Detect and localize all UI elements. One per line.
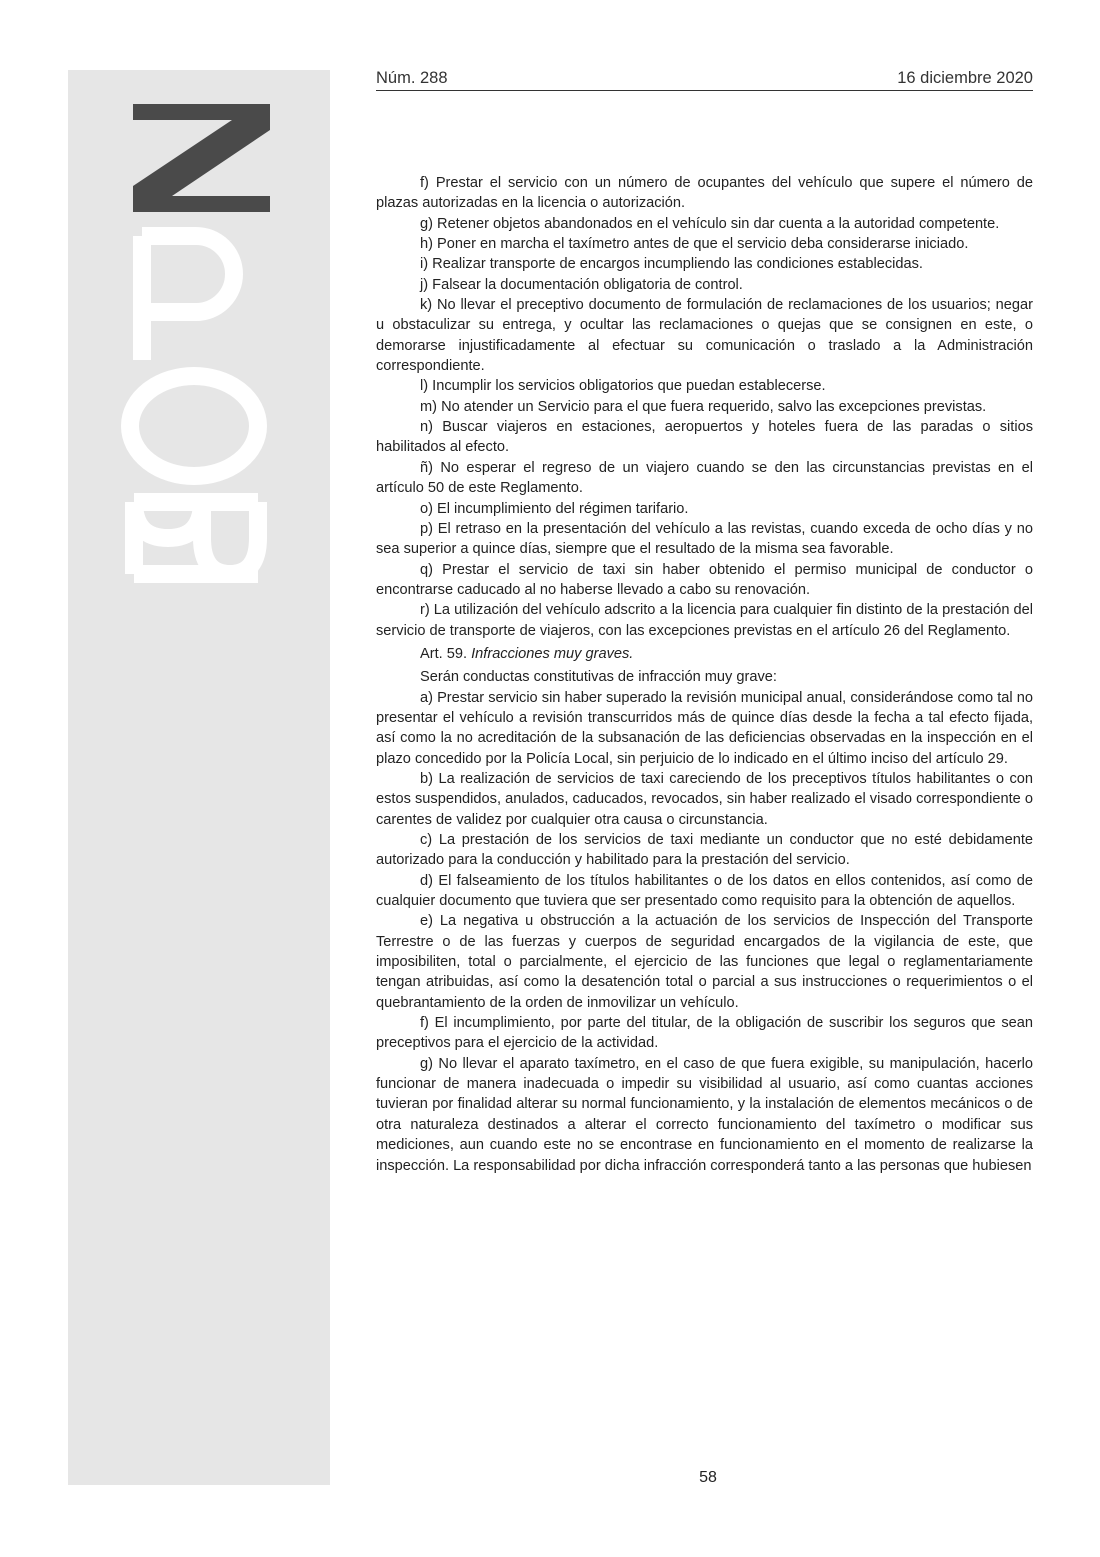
paragraph: o) El incumplimiento del régimen tarifario. [420,500,689,517]
paragraph: g) No llevar el aparato taxímetro, en el caso de que fuera exigible, su manipulación, hacerlo funcionar de manera inadecuada o impedir su visibilidad al usuario, así como cuantas acciones tuvieran por finalidad alterar su normal funcionamiento, y la instalación de elementos mecánicos o de otra naturaleza destinados a alterar el correcto funcionamiento del taxímetro o modificar sus mediciones, aun cuando este no se encontrase en funcionamiento en el momento de realizarse la inspección. La responsabilidad por dicha infracción corresponderá tanto a las personas que hubiesen [376,1055,1033,1174]
logo-letter-o [130,376,258,476]
article-title: Infracciones muy graves. [471,645,634,662]
document-body [376,173,1033,1176]
logo-letter-p [142,236,234,360]
paragraph: f) El incumplimiento, por parte del titular, de la obligación de suscribir los seguros que sean preceptivos para el ejercicio de la actividad. [376,1015,1033,1052]
paragraph: j) Falsear la documentación obligatoria de control. [420,276,743,293]
paragraph: i) Realizar transporte de encargos incumpliendo las condiciones establecidas. [420,256,923,273]
paragraph: d) El falseamiento de los títulos habilitantes o de los datos en ellos contenidos, así como de cualquier documento que tuviera que ser presentado como requisito para la obtención de aquellos. [376,872,1033,910]
paragraph: r) La utilización del vehículo adscrito a la licencia para cualquier fin distinto de la prestación del servicio de transporte de viajeros, con las excepciones previstas en el artículo 26 del Reglamento. [376,602,1033,639]
paragraph: l) Incumplir los servicios obligatorios que puedan establecerse. [420,378,826,395]
paragraph: g) Retener objetos abandonados en el vehículo sin dar cuenta a la autoridad competente. [420,215,1000,232]
page-header [376,68,1033,91]
bulletin-date: 16 diciembre 2020 [897,69,1033,87]
paragraph: ñ) No esperar el regreso de un viajero cuando se den las circunstancias previstas en el artículo 50 de este Reglamento. [376,459,1033,497]
paragraph: e) La negativa u obstrucción a la actuación de los servicios de Inspección del Transporte Terrestre o de las fuerzas y cuerpos de seguridad encargados de la vigilancia de este, que imposibiliten, total o parcialmente, el ejercicio de las funciones que legal o reglamentariamente tengan atribuidas, así como la desatención total o parcial a sus instrucciones o requerimientos o el quebrantamiento de la orden de inmovilizar un vehículo. [376,913,1033,1011]
article-heading [376,644,1033,664]
bulletin-number: Núm. 288 [376,69,448,87]
article-intro: Serán conductas constitutivas de infracción muy grave: [420,669,777,686]
article-number: Art. 59. [420,645,468,662]
paragraph: h) Poner en marcha el taxímetro antes de que el servicio deba considerarse iniciado. [420,236,969,253]
paragraph: c) La prestación de los servicios de taxi mediante un conductor que no esté debidamente autorizado para la conducción y habilitado para la prestación del servicio. [376,832,1033,869]
paragraph: m) No atender un Servicio para el que fuera requerido, salvo las excepciones previstas. [420,398,987,415]
paragraph: a) Prestar servicio sin haber superado la revisión municipal anual, considerándose como tal no presentar el vehículo a revisión transcurridos más de quince días desde la fecha a tal efecto fijada, así como la no acreditación de la subsanación de las deficiencias observadas en la inspección en el plazo concedido por la Policía Local, sin perjuicio de lo indicado en el último inciso del artículo 29. [376,689,1033,767]
paragraph: p) El retraso en la presentación del vehículo a las revistas, cuando exceda de ocho días y no sea superior a quince días, siempre que el resultado de la misma sea favorable. [376,520,1033,558]
paragraph: n) Buscar viajeros en estaciones, aeropuertos y hoteles fuera de las paradas o sitios habilitados al efecto. [376,419,1033,456]
paragraph: b) La realización de servicios de taxi careciendo de los preceptivos títulos habilitantes o con estos suspendidos, anulados, caducados, revocados, sin haber realizado el visado correspondiente o carentes de validez por cualquier otra causa o circunstancia. [376,770,1033,828]
logo-letter-z [133,104,270,212]
paragraph: q) Prestar el servicio de taxi sin haber obtenido el permiso municipal de conductor o encontrarse caducado al no haberse llevado a cabo su renovación. [376,561,1033,598]
page-number: 58 [699,1469,717,1486]
paragraph: k) No llevar el preceptivo documento de formulación de reclamaciones de los usuarios; negar u obstaculizar su entrega, y ocultar las reclamaciones o quejas que se consignen en este, o demorarse injustificadamente al efectuar su comunicación o traslado a la Administración correspondiente. [376,297,1033,375]
bopz-logo [88,100,288,590]
paragraph: f) Prestar el servicio con un número de ocupantes del vehículo que supere el número de plazas autorizadas en la licencia o autorización. [376,175,1033,212]
logo-letter-b [134,502,258,574]
